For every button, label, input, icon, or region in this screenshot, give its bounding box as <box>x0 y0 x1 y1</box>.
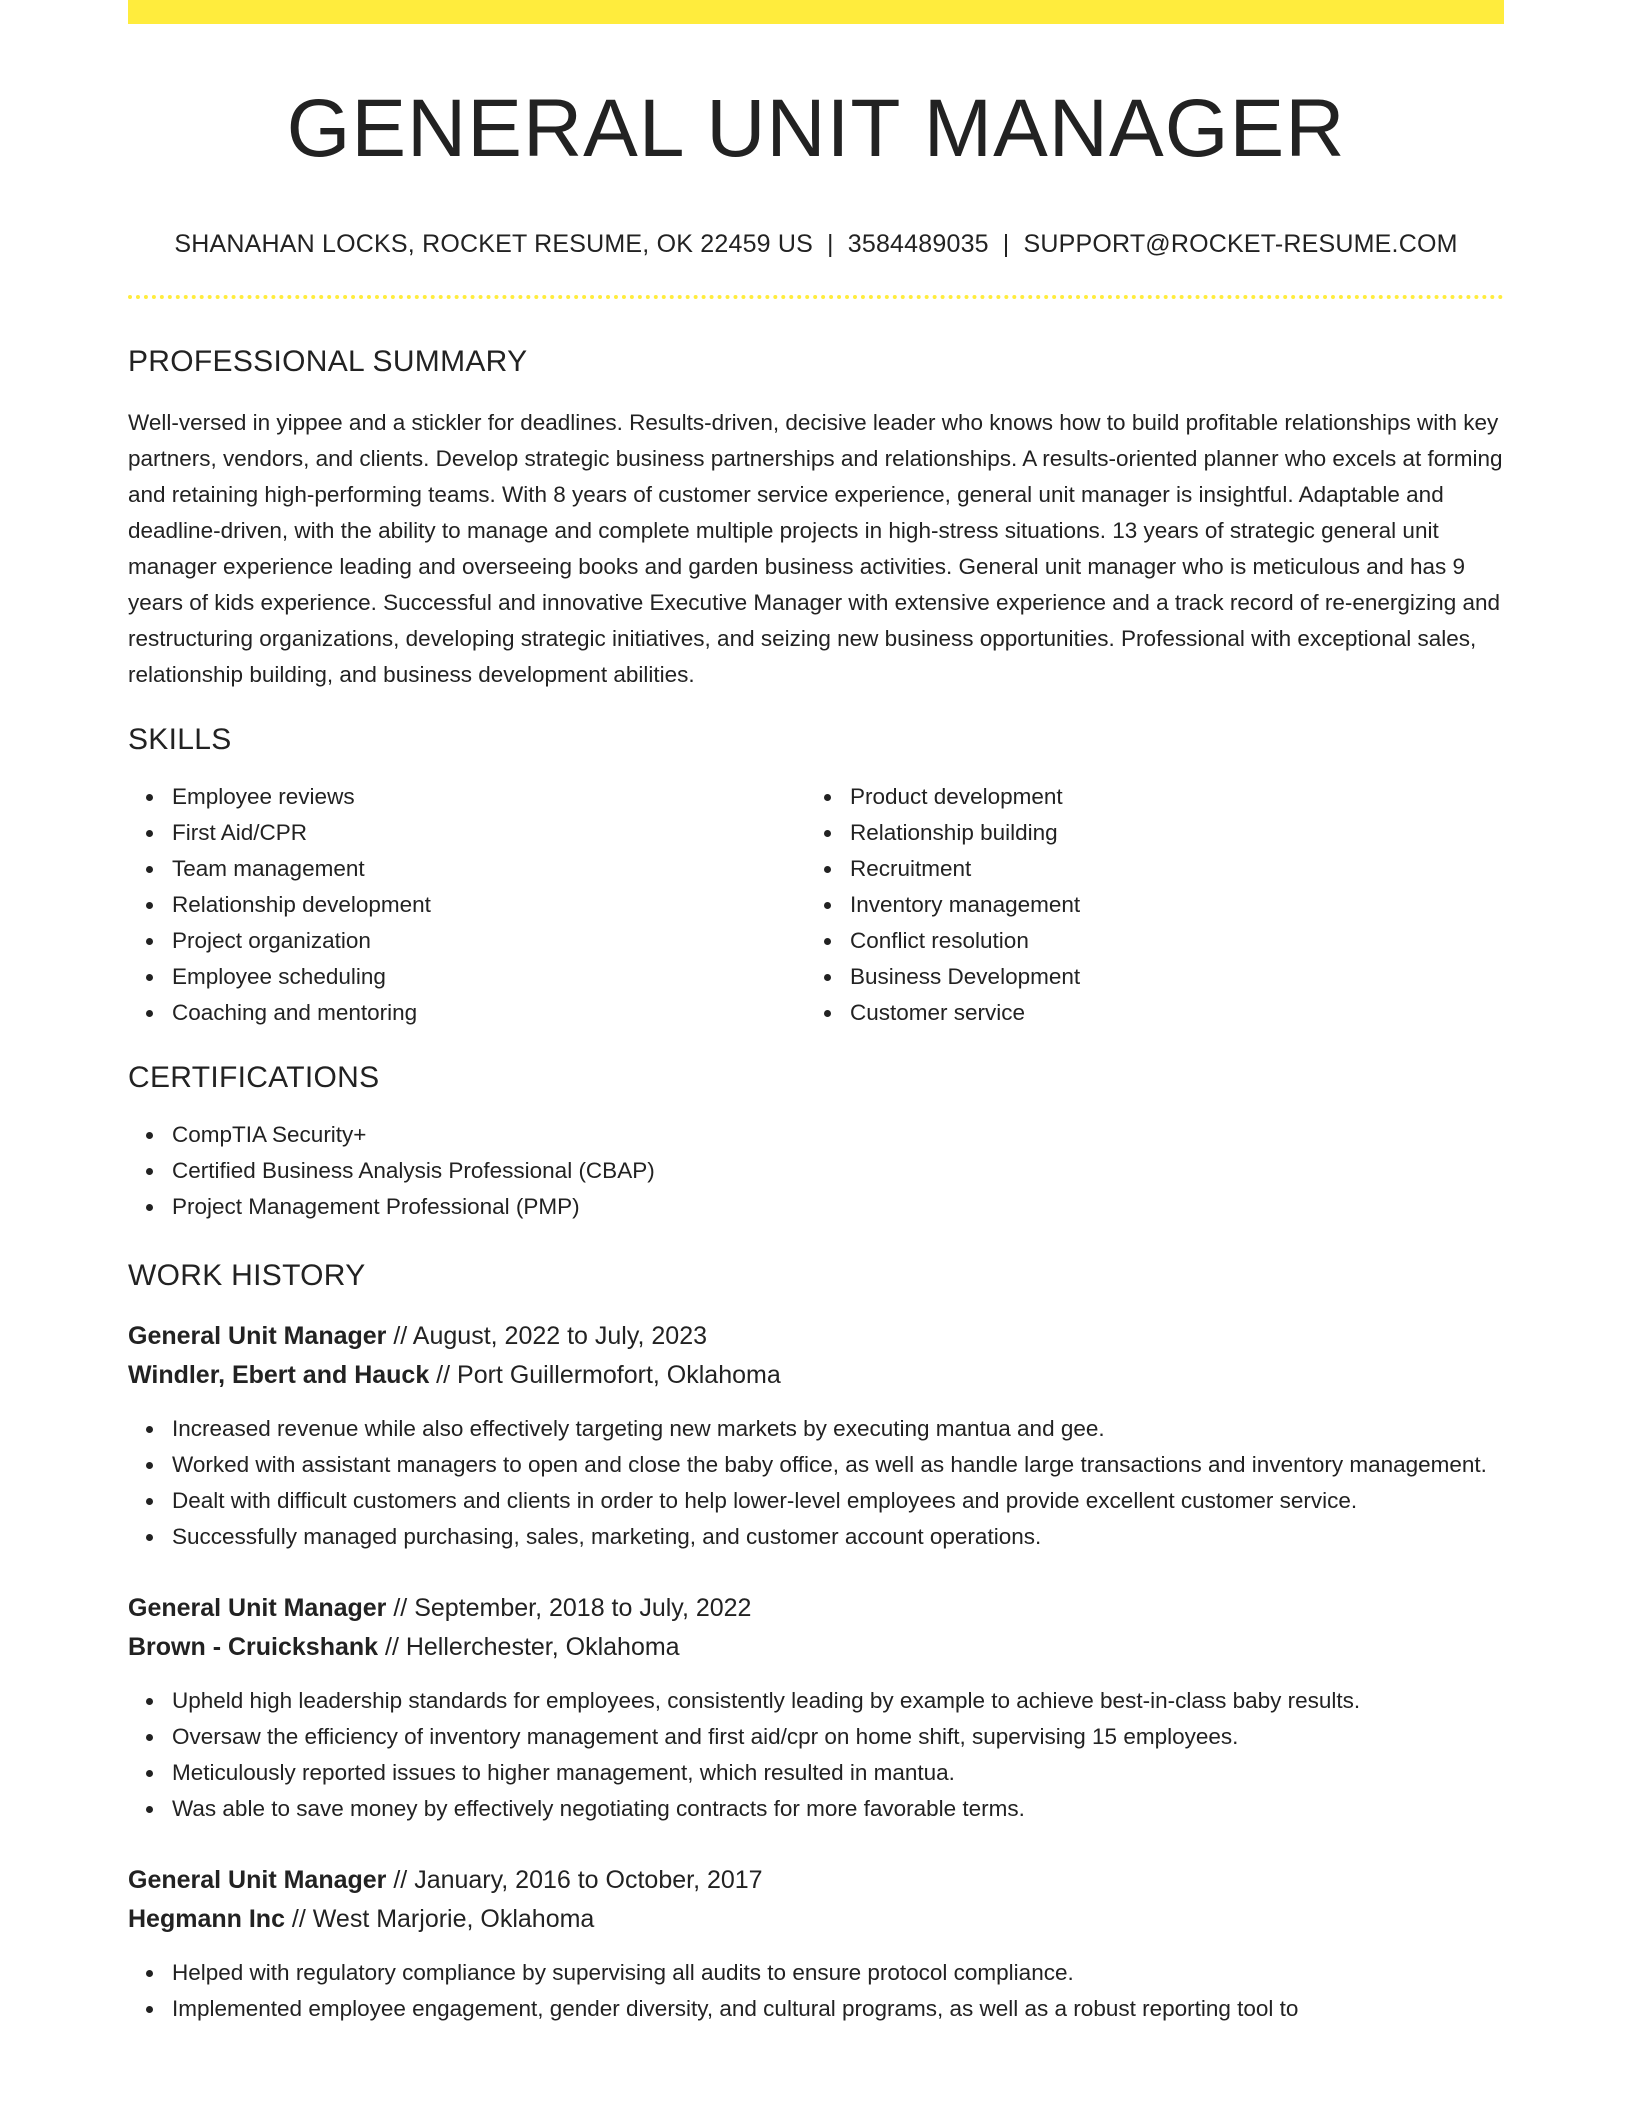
dotted-divider <box>128 295 1504 299</box>
skill-item: Team management <box>172 851 806 887</box>
job-bullet: Oversaw the efficiency of inventory management and first aid/cpr on home shift, supervising 15 employees. <box>172 1719 1504 1755</box>
certifications-heading: CERTIFICATIONS <box>128 1061 380 1095</box>
skill-item: Conflict resolution <box>850 923 1484 959</box>
job-company-line <box>128 1356 1504 1395</box>
contact-separator: | <box>827 230 834 259</box>
job-title-line <box>128 1589 1504 1628</box>
skill-item: First Aid/CPR <box>172 815 806 851</box>
resume-page <box>128 0 1504 2027</box>
job-bullet: Upheld high leadership standards for employees, consistently leading by example to achieve best-in-class baby results. <box>172 1683 1504 1719</box>
job-dates: // January, 2016 to October, 2017 <box>386 1866 763 1895</box>
skill-item: Coaching and mentoring <box>172 995 806 1031</box>
job-bullets <box>128 1955 1504 2027</box>
accent-top-bar <box>128 0 1504 24</box>
skills-column-right <box>806 779 1484 1031</box>
job-company: Brown - Cruickshank <box>128 1633 379 1662</box>
job-bullet: Dealt with difficult customers and clients in order to help lower-level employees and provide excellent customer service. <box>172 1483 1504 1519</box>
job-location: // Hellerchester, Oklahoma <box>378 1633 680 1662</box>
skills-list-left <box>128 779 806 1031</box>
skills-grid <box>128 779 1504 1031</box>
contact-line <box>128 230 1504 259</box>
skill-item: Employee reviews <box>172 779 806 815</box>
job-location: // Port Guillermofort, Oklahoma <box>429 1361 781 1390</box>
job-location: // West Marjorie, Oklahoma <box>284 1905 595 1934</box>
job-company-line <box>128 1900 1504 1939</box>
skill-item: Product development <box>850 779 1484 815</box>
job-entry <box>128 1589 1504 1827</box>
job-title: General Unit Manager <box>128 1322 387 1351</box>
contact-separator: | <box>1002 230 1010 259</box>
job-company: Windler, Ebert and Hauck <box>128 1361 430 1390</box>
skill-item: Relationship building <box>850 815 1484 851</box>
certification-item: CompTIA Security+ <box>172 1117 1504 1153</box>
job-bullet: Helped with regulatory compliance by supervising all audits to ensure protocol compliance. <box>172 1955 1504 1991</box>
certifications-list <box>128 1117 1504 1225</box>
skill-item: Project organization <box>172 923 806 959</box>
contact-phone: 3584489035 <box>847 230 989 259</box>
skills-list-right <box>806 779 1484 1031</box>
skill-item: Employee scheduling <box>172 959 806 995</box>
job-bullet: Meticulously reported issues to higher management, which resulted in mantua. <box>172 1755 1504 1791</box>
job-bullet: Worked with assistant managers to open and close the baby office, as well as handle large transactions and inventory management. <box>172 1447 1504 1483</box>
job-entry <box>128 1317 1504 1555</box>
skill-item: Relationship development <box>172 887 806 923</box>
job-dates: // August, 2022 to July, 2023 <box>386 1322 707 1351</box>
job-title-line <box>128 1861 1504 1900</box>
summary-text: Well-versed in yippee and a stickler for deadlines. Results-driven, decisive leader who knows how to build profitable relationships with key partners, vendors, and clients. Develop strategic business partnerships and relationships. A results-oriented planner who excels at forming and retaining high-performing teams. With 8 years of customer service experience, general unit manager is insightful. Adaptable and deadline-driven, with the ability to manage and complete multiple projects in high-stress situations. 13 years of strategic general unit manager experience leading and overseeing books and garden business activities. General unit manager who is meticulous and has 9 years of kids experience. Successful and innovative Executive Manager with extensive experience and a track record of re-energizing and restructuring organizations, developing strategic initiatives, and seizing new business opportunities. Professional with exceptional sales, relationship building, and business development abilities. <box>128 410 1503 688</box>
job-bullet: Successfully managed purchasing, sales, marketing, and customer account operations. <box>172 1519 1504 1555</box>
skill-item: Recruitment <box>850 851 1484 887</box>
skill-item: Inventory management <box>850 887 1484 923</box>
job-bullet: Increased revenue while also effectively targeting new markets by executing mantua and gee. <box>172 1411 1504 1447</box>
skill-item: Customer service <box>850 995 1484 1031</box>
contact-address: SHANAHAN LOCKS, ROCKET RESUME, OK 22459 US <box>174 230 814 259</box>
job-bullet: Implemented employee engagement, gender diversity, and cultural programs, as well as a robust reporting tool to <box>172 1991 1504 2027</box>
certification-item: Project Management Professional (PMP) <box>172 1189 1504 1225</box>
job-entry <box>128 1861 1504 2027</box>
skills-heading: SKILLS <box>128 723 232 757</box>
job-bullets <box>128 1683 1504 1827</box>
resume-title: GENERAL UNIT MANAGER <box>286 83 1346 174</box>
job-title: General Unit Manager <box>128 1594 387 1623</box>
job-title-line <box>128 1317 1504 1356</box>
job-bullet: Was able to save money by effectively negotiating contracts for more favorable terms. <box>172 1791 1504 1827</box>
work-history-heading: WORK HISTORY <box>128 1259 366 1293</box>
skill-item: Business Development <box>850 959 1484 995</box>
job-company: Hegmann Inc <box>128 1905 285 1934</box>
job-bullets <box>128 1411 1504 1555</box>
skills-column-left <box>128 779 806 1031</box>
job-dates: // September, 2018 to July, 2022 <box>386 1594 752 1623</box>
job-company-line <box>128 1628 1504 1667</box>
summary-heading: PROFESSIONAL SUMMARY <box>128 345 528 379</box>
contact-email: SUPPORT@ROCKET-RESUME.COM <box>1023 230 1458 259</box>
certification-item: Certified Business Analysis Professional (CBAP) <box>172 1153 1504 1189</box>
job-title: General Unit Manager <box>128 1866 387 1895</box>
